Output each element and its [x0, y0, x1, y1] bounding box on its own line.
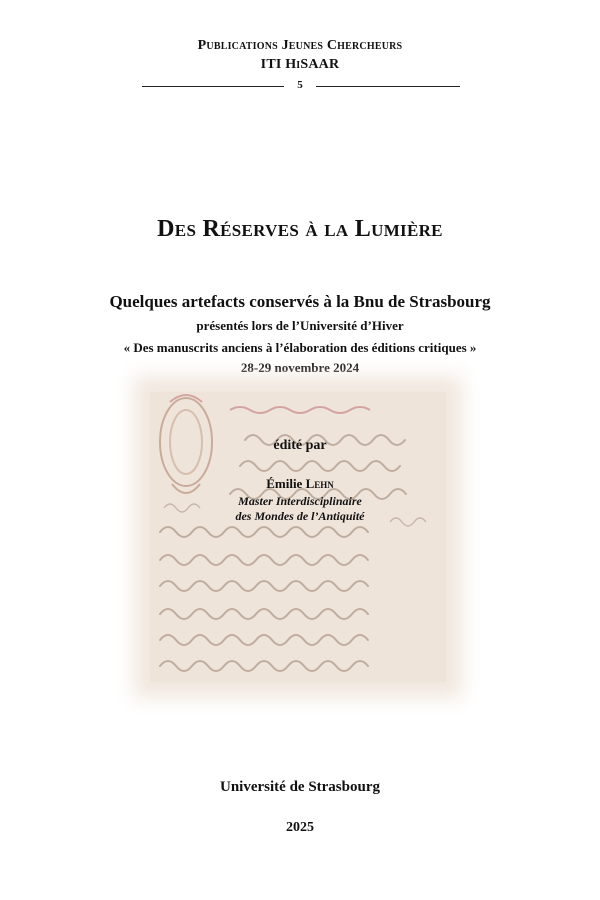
- rule-left: [142, 86, 284, 87]
- series-subtitle: ITI HiSAAR: [260, 57, 340, 72]
- rule-right: [316, 86, 460, 87]
- author-first-name: Émilie: [266, 476, 303, 491]
- series-header: [0, 38, 600, 73]
- edited-by-label: édité par: [273, 438, 327, 453]
- book-title: Des Réserves à la Lumière: [157, 216, 443, 242]
- author-last-name: Lehn: [305, 476, 334, 491]
- description-line-3: 28-29 novembre 2024: [240, 360, 360, 375]
- book-subtitle: Quelques artefacts conservés à la Bnu de Strasbourg: [109, 292, 491, 311]
- publisher: Université de Strasbourg: [220, 779, 380, 795]
- series-number: 5: [297, 79, 303, 91]
- publication-year: 2025: [286, 820, 314, 835]
- series-number-rule: [0, 79, 600, 95]
- affiliation-line-1: Master Interdisciplinaire: [238, 494, 362, 508]
- manuscript-background-image: [150, 392, 446, 682]
- description-line-2: « Des manuscrits anciens à l’élaboration des éditions critiques »: [123, 340, 477, 355]
- description-line-1: présentés lors de l’Université d’Hiver: [196, 318, 404, 333]
- series-name: Publications Jeunes Chercheurs: [197, 38, 403, 53]
- affiliation-line-2: des Mondes de l’Antiquité: [235, 509, 365, 523]
- author-name: [0, 476, 600, 492]
